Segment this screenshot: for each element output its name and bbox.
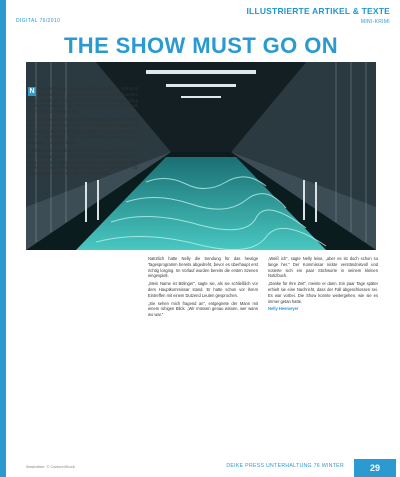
illustration-credit: Illustration: © CartoonStock (26, 464, 75, 469)
paragraph: „Danke für Ihre Zeit“, meinte er dann. Ein paar Tage später erhielt sie eine Nachricht, dass der Fall abgeschlossen sei. Es war vorbei. Die Show konnte weitergehen, wie sie es immer getan hatte. (268, 281, 378, 304)
magazine-name: DEIKE PRESS UNTERHALTUNG 76 WINTER (226, 463, 344, 469)
page-footer (26, 459, 400, 477)
dropcap: N (29, 88, 35, 95)
article-title: THE SHOW MUST GO ON (63, 33, 339, 58)
category-label: ILLUSTRIERTE ARTIKEL & TEXTE (246, 6, 390, 16)
author-name: Nelly Heemeyer (268, 306, 299, 312)
issue-label: DIGITAL 76/2010 (16, 18, 61, 24)
paragraph: „Ich werde mich jetzt in die besten Kostüm hüllen“, erklärte sie. Die Sitze waren bereits mit Menschen belegt, die gespannt auf die Vorstellung warteten. Nelly war nicht mehr davon abzubringen und die Moderation musste jetzt beginnen. Sie bat um Ruhe. (28, 116, 138, 146)
subcategory-label: MINI-KRIMI (360, 19, 390, 25)
column-2 (148, 256, 258, 320)
left-color-band (0, 0, 6, 477)
author-line (268, 306, 378, 312)
article-body (28, 86, 378, 446)
paragraph: „Weiß ich“, sagte Nelly leise, „aber es ist doch schon so lange her.“ Der Kommissar nickte verständnisvoll und notierte sich ein paar Stichworte in seinem kleinen Notizbuch. (268, 256, 378, 279)
page-number: 29 (354, 459, 396, 477)
paragraph: Natürlich hatte Nelly die Sendung für das heutige Tagesprogramm bereits abgedreht, bevor es überhaupt erst richtig losging. Im Vorlauf wurden bereits die ersten Szenen eingespielt. (148, 256, 258, 279)
column-1 (28, 86, 138, 179)
paragraph: N Nelly Heemeyer ließ eigentlich Nerge füllen. Während ihre Gäste sich im Rahmen eines Sonntag verbrachten hatte, spielte die Show um sie herum als Sonntagsausflug zu dem Rennen am Bad. Sie wusste noch nicht, was heute noch alles geschehen sollte. (28, 86, 138, 115)
paragraph: „Sie sehen mich fragend an“, entgegnete der Mann mit einem ruhigen Blick. „Wir müssen genau wissen, wer wann wo war.“ (148, 300, 258, 318)
column-3 (268, 256, 378, 314)
paragraph: „Mein Name ist Bölinger“, sagte sie, als sie schließlich vor dem Hauptkommissar stand. Er hatte schon vor ihrem Eintreffen mit einem Dutzend Leuten gesprochen. (148, 281, 258, 298)
paragraph: Am folgenden Vormittag fühlte sich Nelly Wagner - und wohl bald niemand mehr mit ihren Kollegen in einer heimeligen Stimmung. Die Aufnahme der nächsten Folge stand an. Das Publikum war vollzählig erschienen, und auch die Kameraleute hatten ihre Plätze eingenommen. (28, 147, 138, 177)
page-header (16, 6, 390, 24)
